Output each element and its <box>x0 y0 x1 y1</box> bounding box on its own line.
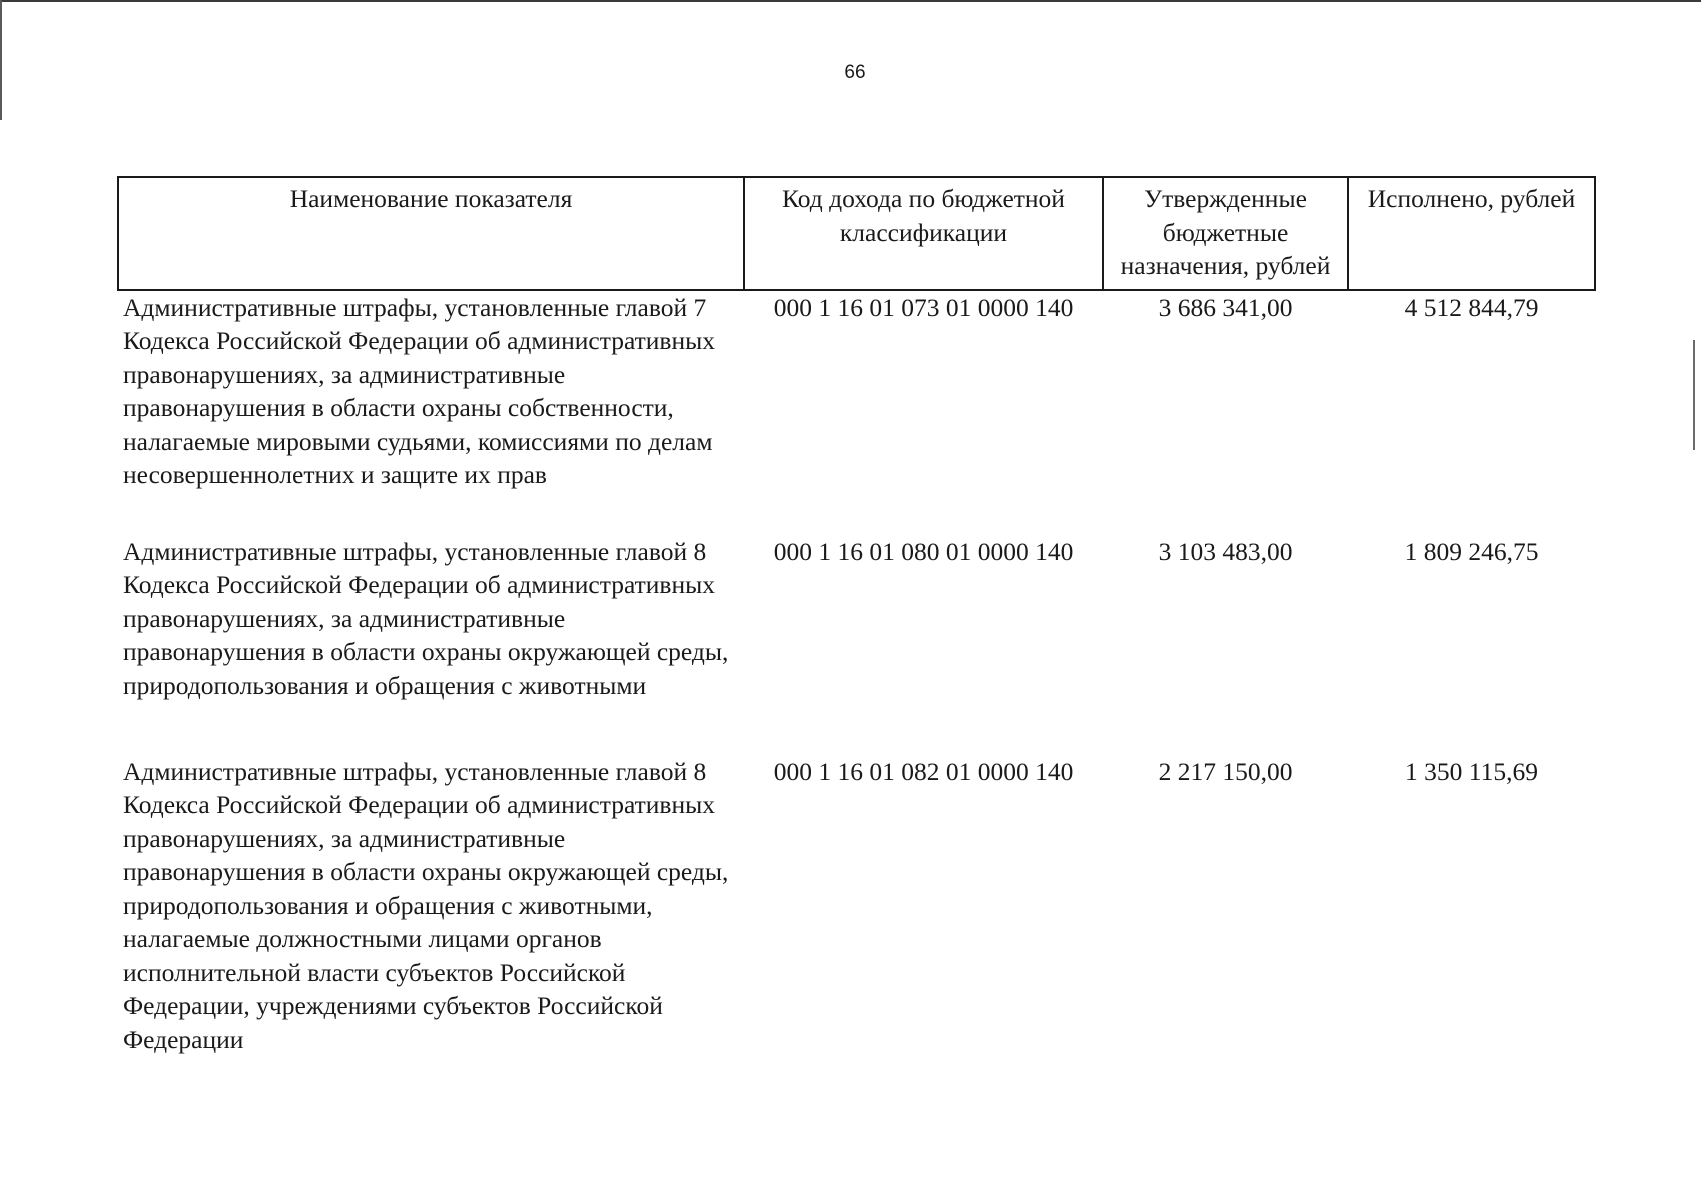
executed-amount-cell: 4 512 844,79 <box>1404 292 1539 322</box>
header-revenue-code: Код дохода по бюджетной классификации <box>744 177 1103 290</box>
approved-amount-cell: 3 103 483,00 <box>1158 536 1293 566</box>
header-row <box>118 177 1595 290</box>
executed-amount-cell: 1 809 246,75 <box>1404 536 1539 566</box>
approved-amount-cell: 2 217 150,00 <box>1158 756 1293 786</box>
table-body <box>118 290 1595 1057</box>
revenue-code-cell: 000 1 16 01 073 01 0000 140 <box>773 292 1074 322</box>
indicator-name-cell: Административные штрафы, установленные главой 8 Кодекса Российской Федерации об административных правонарушениях, за административные правонарушения в области охраны окружающей среды, природопользования и обращения с животными, налагаемые должностными лицами органов исполнительной власти субъектов Российской Федерации, учреждениями субъектов Российской Федерации <box>123 756 729 1054</box>
executed-amount-cell: 1 350 115,69 <box>1405 756 1538 786</box>
header-executed-amount: Исполнено, рублей <box>1348 177 1595 290</box>
header-approved-amount: Утвержденные бюджетные назначения, рублей <box>1103 177 1348 290</box>
table-row <box>118 290 1595 535</box>
scan-edge-right <box>1693 340 1695 450</box>
page-number: 66 <box>844 62 866 83</box>
table-header <box>118 177 1595 290</box>
indicator-name-cell: Административные штрафы, установленные главой 7 Кодекса Российской Федерации об административных правонарушениях, за административные правонарушения в области охраны собственности, налагаемые мировыми судьями, комиссиями по делам несовершеннолетних и защите их прав <box>123 292 715 489</box>
table-row <box>118 535 1595 755</box>
revenue-code-cell: 000 1 16 01 082 01 0000 140 <box>773 756 1074 786</box>
scan-edge-left <box>0 0 2 120</box>
header-indicator-name: Наименование показателя <box>118 177 744 290</box>
scan-edge-top <box>0 0 1701 2</box>
revenue-code-cell: 000 1 16 01 080 01 0000 140 <box>773 536 1074 566</box>
table-row <box>118 755 1595 1057</box>
approved-amount-cell: 3 686 341,00 <box>1158 292 1293 322</box>
indicator-name-cell: Административные штрафы, установленные главой 8 Кодекса Российской Федерации об административных правонарушениях, за административные правонарушения в области охраны окружающей среды, природопользования и обращения с животными <box>123 536 729 700</box>
budget-revenue-table <box>117 176 1596 1056</box>
